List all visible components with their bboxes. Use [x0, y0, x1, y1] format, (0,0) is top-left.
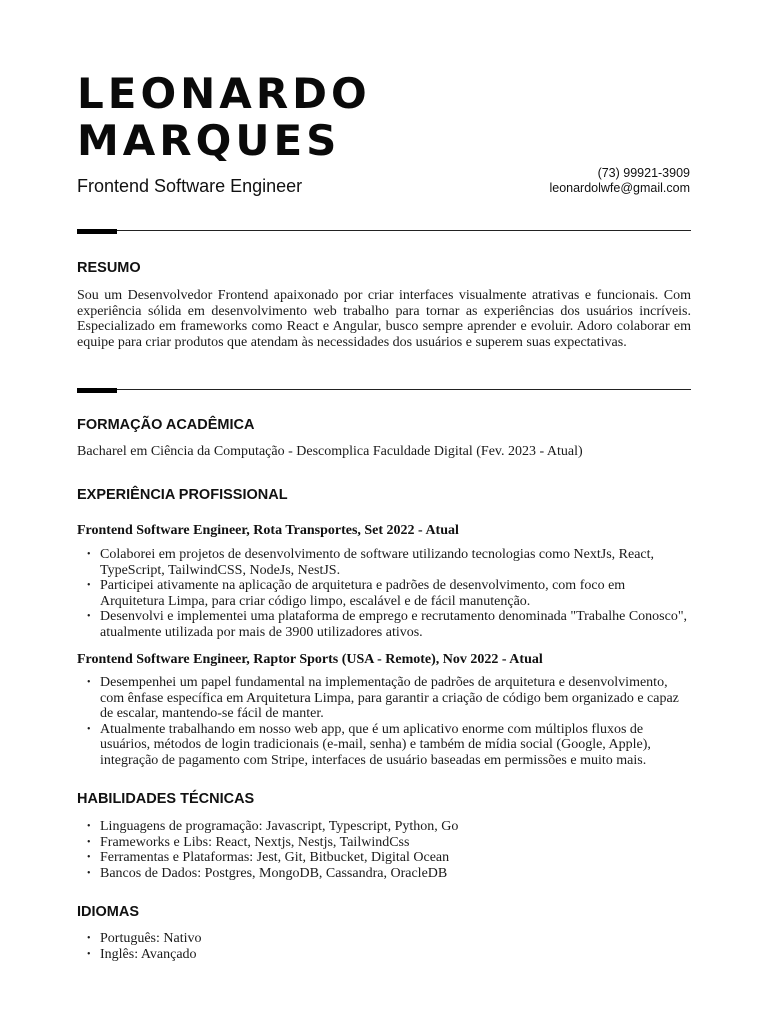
education-text: Bacharel em Ciência da Computação - Descomplica Faculdade Digital (Fev. 2023 - Atual) [77, 444, 583, 459]
list-item: • Atualmente trabalhando em nosso web app, que é um aplicativo enorme com múltiplos fluxos de usuários, métodos de login tradicionais (e-mail, senha) e também de mídia social (Google, Apple), integração de pagamento com Stripe, interfaces de usuário baseadas em permissões e muito mais. [77, 722, 691, 769]
skills-list [77, 819, 691, 881]
job-bullets [77, 675, 691, 769]
last-name: MARQUES [77, 116, 341, 165]
section-divider [77, 229, 691, 234]
divider-line [77, 230, 691, 231]
job-title: Frontend Software Engineer [77, 176, 303, 196]
list-item: • Linguagens de programação: Javascript, Typescript, Python, Go [77, 819, 691, 835]
contact-info [549, 166, 690, 196]
divider-accent [77, 229, 117, 234]
divider-line [77, 389, 691, 390]
experience-heading: EXPERIÊNCIA PROFISSIONAL [77, 487, 288, 503]
job-heading: Frontend Software Engineer, Rota Transportes, Set 2022 - Atual [77, 523, 459, 538]
summary-heading: RESUMO [77, 260, 141, 276]
job-heading: Frontend Software Engineer, Raptor Sports (USA - Remote), Nov 2022 - Atual [77, 652, 543, 667]
languages-heading: IDIOMAS [77, 904, 140, 920]
education-heading: FORMAÇÃO ACADÊMICA [77, 417, 255, 433]
first-name: LEONARDO [77, 69, 371, 118]
divider-accent [77, 388, 117, 393]
list-item: • Colaborei em projetos de desenvolvimento de software utilizando tecnologias como NextJs, React, TypeScript, TailwindCSS, NodeJs, NestJS. [77, 547, 691, 578]
summary-text: Sou um Desenvolvedor Frontend apaixonado por criar interfaces visualmente atrativas e funcionais. Com experiência sólida em desenvolvimento web trabalho para tornar as experiências dos usuários incríveis. Especializado em frameworks como React e Angular, busco sempre aprender e evoluir. Adoro colaborar em equipe para criar produtos que atendam às necessidades dos usuários e superem suas expectativas. [77, 288, 691, 350]
languages-list [77, 931, 691, 962]
list-item: • Participei ativamente na aplicação de arquitetura e padrões de desenvolvimento, com foco em Arquitetura Limpa, para criar código limpo, escalável e de fácil manutenção. [77, 578, 691, 609]
list-item: • Frameworks e Libs: React, Nextjs, Nestjs, TailwindCss [77, 835, 691, 851]
phone-number: (73) 99921-3909 [597, 166, 690, 180]
list-item: • Desempenhei um papel fundamental na implementação de padrões de arquitetura e desenvolvimento, com ênfase específica em Arquitetura Limpa, para garantir a criação de código bem organizado e capaz de escalar, mantendo-se fácil de manter. [77, 675, 691, 722]
list-item: • Inglês: Avançado [77, 947, 691, 963]
candidate-name [77, 70, 371, 164]
skills-heading: HABILIDADES TÉCNICAS [77, 791, 255, 807]
email-address: leonardolwfe@gmail.com [549, 181, 690, 195]
job-bullets [77, 547, 691, 641]
list-item: • Português: Nativo [77, 931, 691, 947]
list-item: • Desenvolvi e implementei uma plataforma de emprego e recrutamento denominada "Trabalhe Conosco", atualmente utilizada por mais de 3900 utilizadores ativos. [77, 609, 691, 640]
list-item: • Bancos de Dados: Postgres, MongoDB, Cassandra, OracleDB [77, 866, 691, 882]
list-item: • Ferramentas e Plataformas: Jest, Git, Bitbucket, Digital Ocean [77, 850, 691, 866]
section-divider [77, 388, 691, 393]
